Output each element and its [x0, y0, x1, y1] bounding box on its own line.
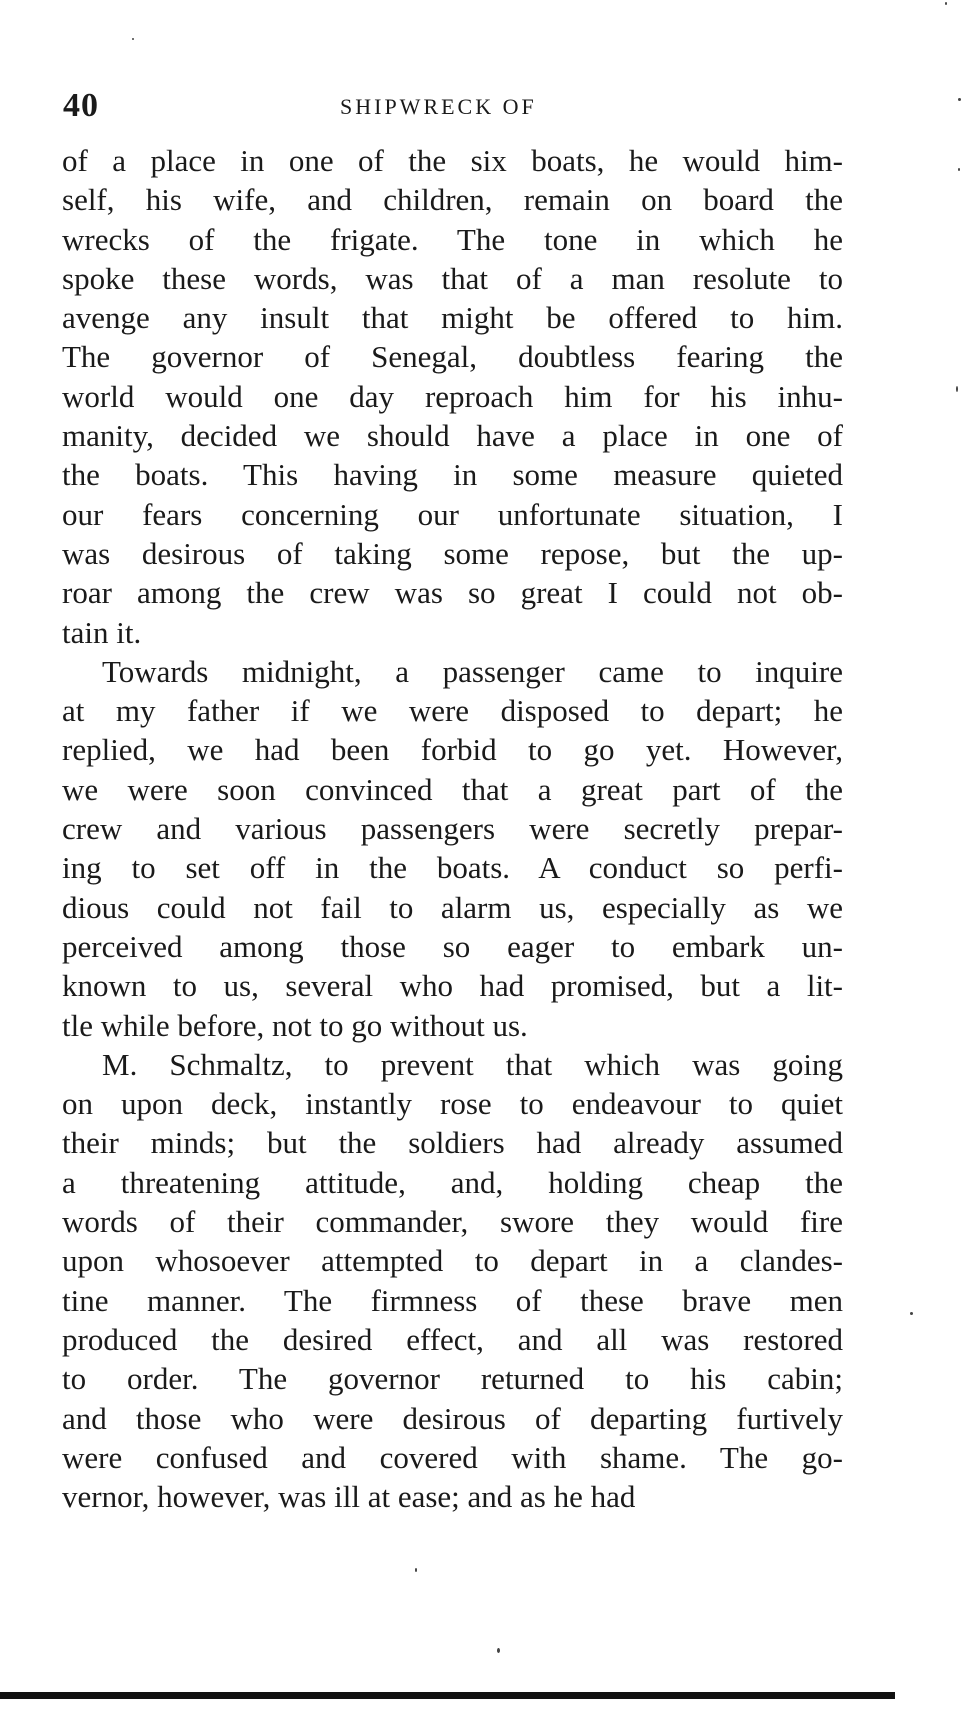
page-number: 40	[63, 87, 99, 124]
text-line: self, his wife, and children, remain on board the	[62, 182, 843, 218]
text-line: known to us, several who had promised, but a lit-	[62, 968, 843, 1004]
print-speck	[910, 1312, 913, 1315]
text-line: crew and various passengers were secretly prepar-	[62, 811, 843, 847]
print-speck	[497, 1648, 500, 1653]
text-line: Towards midnight, a passenger came to inquire	[102, 653, 843, 689]
text-line: upon whosoever attempted to depart in a clandes-	[62, 1243, 843, 1279]
text-line: manity, decided we should have a place in one of	[62, 418, 843, 454]
text-line: avenge any insult that might be offered to him.	[62, 300, 843, 336]
text-line: the boats. This having in some measure quieted	[62, 457, 843, 493]
text-line: and those who were desirous of departing furtively	[62, 1400, 843, 1436]
text-line: words of their commander, swore they would fire	[62, 1204, 843, 1240]
print-speck	[958, 98, 961, 101]
text-line: at my father if we were disposed to depart; he	[62, 693, 843, 729]
print-speck	[945, 2, 947, 5]
running-title: SHIPWRECK OF	[340, 94, 537, 119]
text-line: on upon deck, instantly rose to endeavour to quiet	[62, 1086, 843, 1122]
text-line: we were soon convinced that a great part of the	[62, 771, 843, 807]
text-line: dious could not fail to alarm us, especially as we	[62, 889, 843, 925]
print-speck	[132, 38, 134, 40]
print-speck	[958, 168, 960, 171]
print-speck	[415, 1568, 417, 1572]
text-line: roar among the crew was so great I could not ob-	[62, 575, 843, 611]
text-line: vernor, however, was ill at ease; and as he had	[62, 1479, 636, 1515]
text-line: produced the desired effect, and all was restored	[62, 1321, 843, 1357]
text-line: their minds; but the soldiers had already assumed	[62, 1125, 843, 1161]
text-line: ing to set off in the boats. A conduct so perfi-	[62, 850, 843, 886]
text-line: was desirous of taking some repose, but the up-	[62, 535, 843, 571]
text-line: world would one day reproach him for his inhu-	[62, 378, 843, 414]
print-speck	[956, 386, 958, 392]
text-line: our fears concerning our unfortunate situation, I	[62, 496, 843, 532]
text-line: wrecks of the frigate. The tone in which he	[62, 221, 843, 257]
text-line: replied, we had been forbid to go yet. However,	[62, 732, 843, 768]
text-line: to order. The governor returned to his cabin;	[62, 1361, 843, 1397]
text-line: M. Schmaltz, to prevent that which was going	[102, 1046, 843, 1082]
text-line: were confused and covered with shame. The go-	[62, 1439, 843, 1475]
text-line: tle while before, not to go without us.	[62, 1007, 528, 1043]
text-line: spoke these words, was that of a man resolute to	[62, 260, 843, 296]
text-line: The governor of Senegal, doubtless fearing the	[62, 339, 843, 375]
text-line: perceived among those so eager to embark un-	[62, 928, 843, 964]
text-line: tine manner. The firmness of these brave men	[62, 1282, 843, 1318]
body-text	[62, 141, 843, 1516]
bottom-edge-rule	[0, 1692, 895, 1699]
text-line: tain it.	[62, 614, 142, 650]
text-line: a threatening attitude, and, holding cheap the	[62, 1164, 843, 1200]
text-line: of a place in one of the six boats, he would him-	[62, 143, 843, 178]
